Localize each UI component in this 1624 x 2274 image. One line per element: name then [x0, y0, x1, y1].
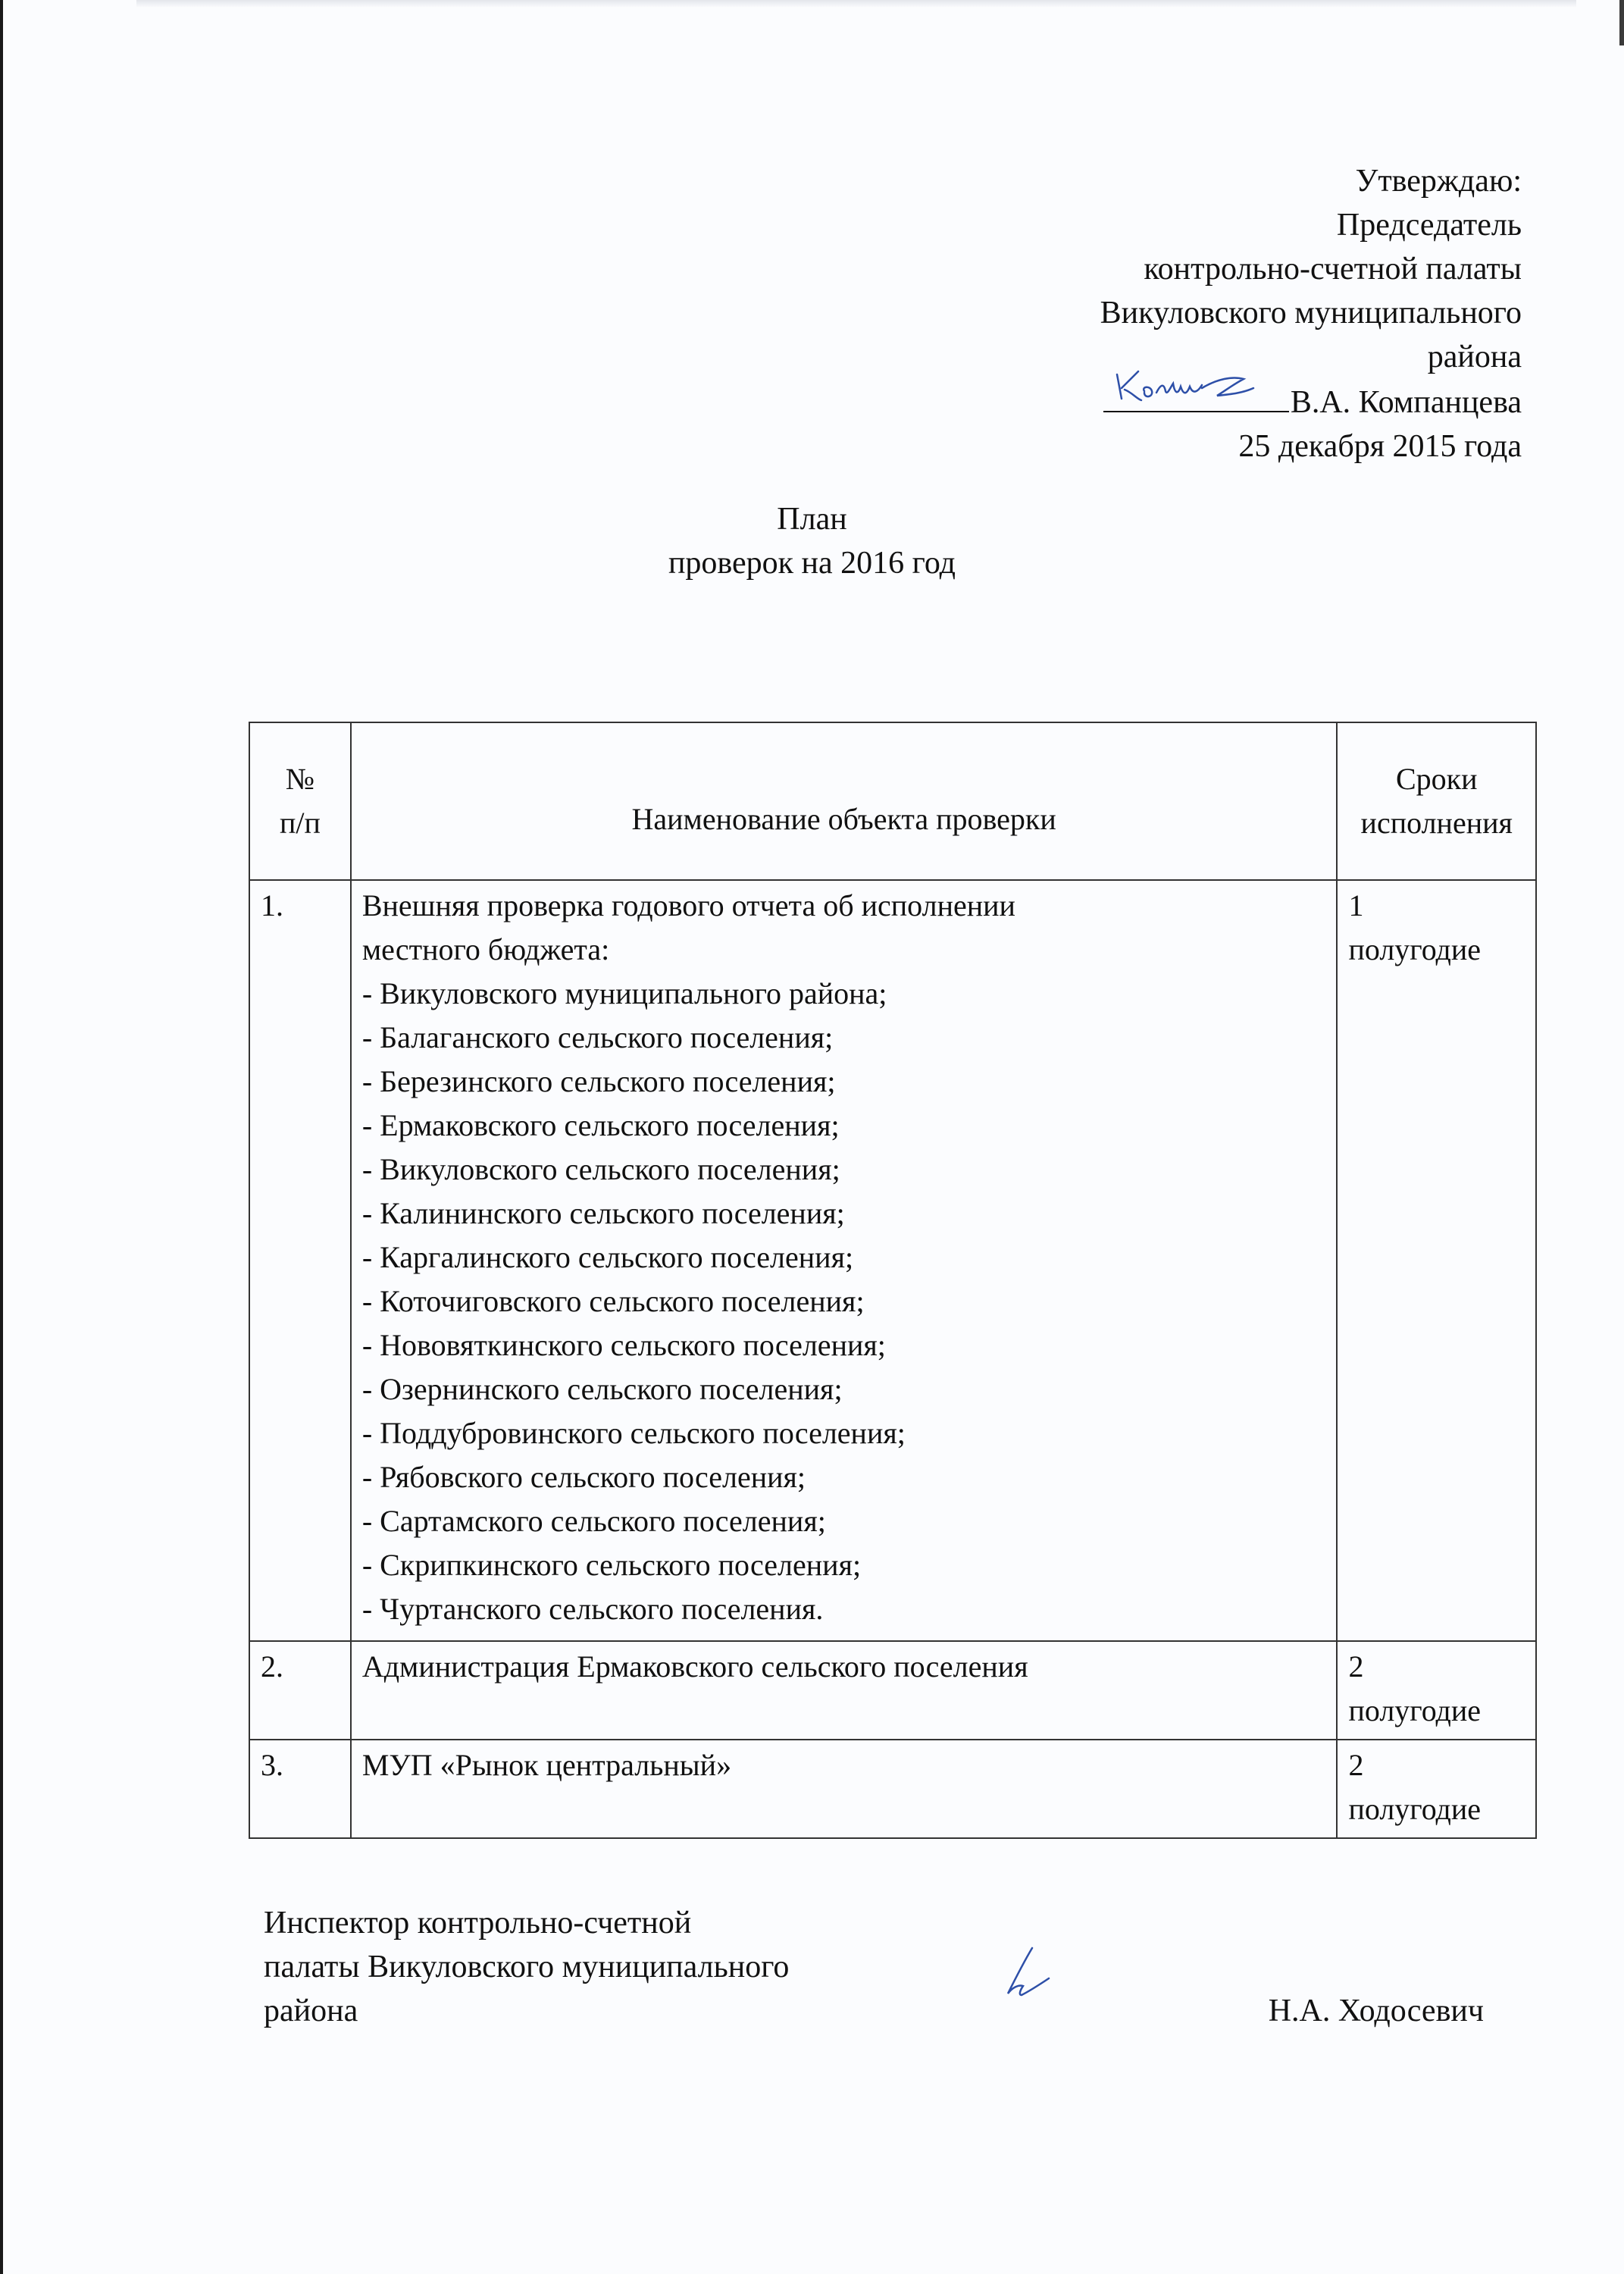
- inspector-line-3: района: [264, 1994, 358, 2028]
- term-line: полугодие: [1348, 1792, 1482, 1826]
- table-row: [249, 880, 1536, 1641]
- object-line: МУП «Рынок центральный»: [361, 1748, 732, 1782]
- object-line: - Рябовского сельского поселения;: [361, 1460, 806, 1494]
- object-line: - Нововяткинского сельского поселения;: [361, 1328, 886, 1362]
- term-line: полугодие: [1348, 932, 1482, 966]
- scan-border-right: [1619, 0, 1624, 45]
- approval-signature-line: [840, 379, 1522, 424]
- approval-position: Председатель: [1336, 208, 1522, 243]
- approval-org: контрольно-счетной палаты: [1144, 252, 1522, 287]
- object-line: - Викуловского муниципального района;: [361, 976, 887, 1010]
- chair-signature: [1111, 365, 1285, 411]
- header-number-line-2: п/п: [279, 806, 321, 840]
- approval-heading: Утверждаю:: [1355, 164, 1522, 199]
- object-line: - Викуловского сельского поселения;: [361, 1152, 840, 1186]
- object-line: - Скрипкинского сельского поселения;: [361, 1548, 862, 1582]
- approval-block: [840, 159, 1522, 468]
- header-term-line-1: Сроки: [1395, 762, 1478, 796]
- object-line: Администрация Ермаковского сельского поселения: [361, 1649, 1028, 1684]
- row-object: [351, 880, 1338, 1641]
- object-line: - Сартамского сельского поселения;: [361, 1504, 826, 1538]
- row-object: [351, 1641, 1338, 1740]
- scan-border-left: [0, 0, 3, 2274]
- row-term: [1337, 1641, 1536, 1740]
- term-line: полугодие: [1348, 1693, 1482, 1727]
- title-line-1: План: [777, 502, 847, 537]
- document-title: [0, 497, 1624, 585]
- row-term: [1337, 880, 1536, 1641]
- signature-underline: [1103, 379, 1289, 412]
- title-line-2: проверок на 2016 год: [668, 546, 956, 581]
- term-line: 2: [1348, 1649, 1364, 1684]
- object-line: - Поддубровинского сельского поселения;: [361, 1416, 906, 1450]
- header-number: [249, 722, 351, 880]
- table-row: [249, 1740, 1536, 1838]
- inspector-name: Н.А. Ходосевич: [1268, 1994, 1484, 2028]
- table-header-row: [249, 722, 1536, 880]
- table-row: [249, 1641, 1536, 1740]
- object-line: - Чуртанского сельского поселения.: [361, 1592, 824, 1626]
- object-line: Внешняя проверка годового отчета об исполнении: [361, 888, 1015, 922]
- header-name: Наименование объекта проверки: [351, 722, 1338, 880]
- inspector-line-2: палаты Викуловского муниципального: [264, 1950, 790, 1984]
- header-term-line-2: исполнения: [1360, 806, 1513, 840]
- row-number: 3.: [249, 1740, 351, 1838]
- object-line: - Озернинского сельского поселения;: [361, 1372, 843, 1406]
- inspection-plan-table: [249, 722, 1537, 1839]
- row-term: [1337, 1740, 1536, 1838]
- term-line: 1: [1348, 888, 1364, 922]
- object-line: - Каргалинского сельского поселения;: [361, 1240, 854, 1274]
- approval-org-3: района: [1427, 340, 1522, 374]
- header-term: [1337, 722, 1536, 880]
- approval-org-2: Викуловского муниципального: [1100, 296, 1522, 330]
- term-line: 2: [1348, 1748, 1364, 1782]
- approval-date: 25 декабря 2015 года: [1238, 429, 1522, 464]
- object-line: - Березинского сельского поселения;: [361, 1064, 836, 1098]
- object-line: - Калининского сельского поселения;: [361, 1196, 845, 1230]
- object-line: - Ермаковского сельского поселения;: [361, 1108, 840, 1142]
- approval-signatory: В.А. Компанцева: [1290, 385, 1522, 420]
- row-number: 2.: [249, 1641, 351, 1740]
- inspector-line-1: Инспектор контрольно-счетной: [264, 1906, 692, 1940]
- header-number-line-1: №: [285, 762, 314, 796]
- object-line: местного бюджета:: [361, 932, 610, 966]
- row-number: 1.: [249, 880, 351, 1641]
- row-object: [351, 1740, 1338, 1838]
- scan-shadow-top: [136, 0, 1576, 8]
- object-line: - Балаганского сельского поселения;: [361, 1020, 834, 1054]
- object-line: - Коточиговского сельского поселения;: [361, 1284, 865, 1318]
- inspector-signature: [985, 1940, 1061, 2009]
